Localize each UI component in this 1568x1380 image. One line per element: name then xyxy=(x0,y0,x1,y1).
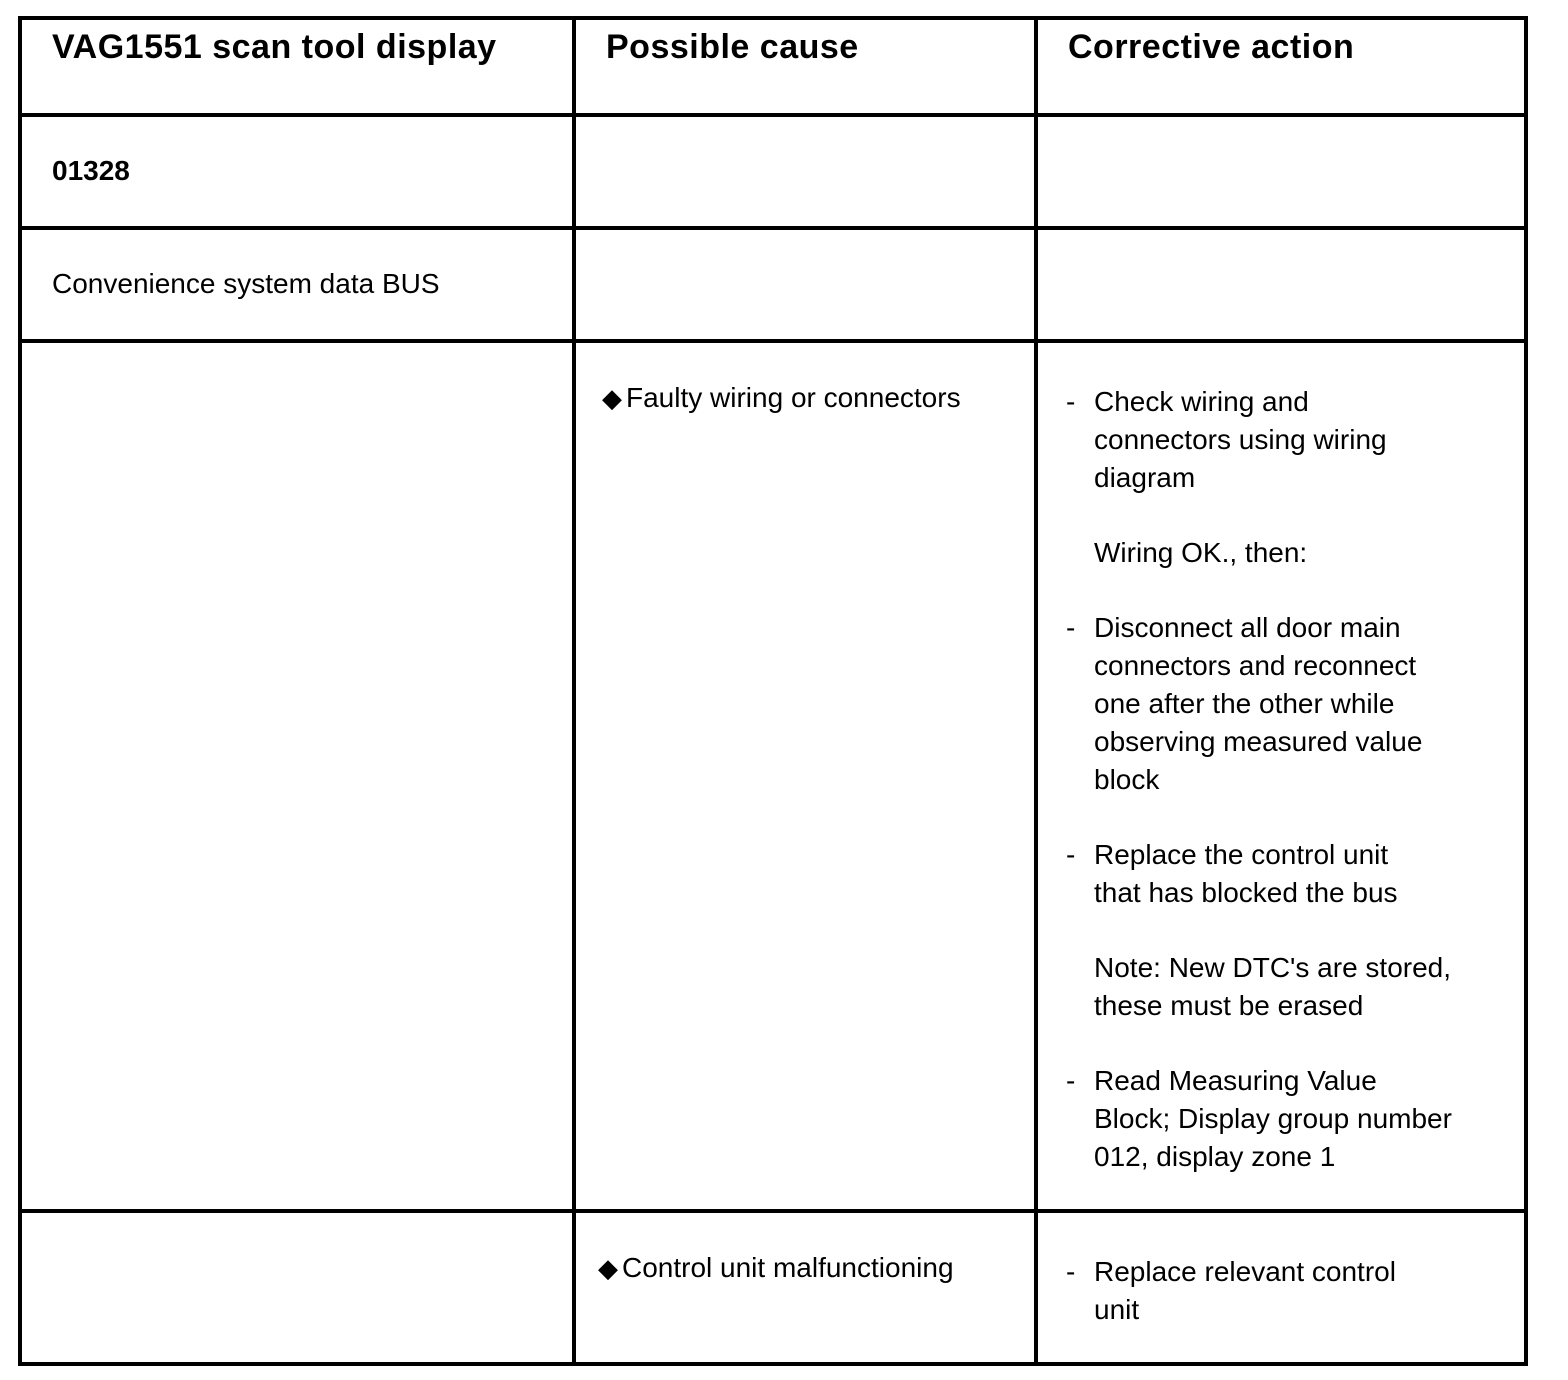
empty-cell xyxy=(22,1213,576,1362)
action-text: Replace relevant control unit xyxy=(1094,1256,1396,1325)
action-step xyxy=(1066,1253,1516,1329)
action-step xyxy=(1066,836,1516,912)
column-header-cause: Possible cause xyxy=(606,28,859,66)
column-header-action: Corrective action xyxy=(1068,28,1355,66)
action-text: Read Measuring Value Block; Display group number 012, display zone 1 xyxy=(1094,1065,1452,1172)
action-condition: Wiring OK., then: xyxy=(1094,537,1308,568)
empty-cell xyxy=(1038,230,1526,343)
column-header-display: VAG1551 scan tool display xyxy=(52,28,497,66)
cause-cell-2 xyxy=(576,1213,1038,1362)
empty-cell xyxy=(576,230,1038,343)
cause-item xyxy=(602,381,961,415)
description-cell xyxy=(22,230,576,343)
cause-text: Faulty wiring or connectors xyxy=(626,382,961,413)
code-cell xyxy=(22,117,576,230)
action-text: Check wiring and connectors using wiring diagram xyxy=(1094,386,1387,493)
action-list xyxy=(1066,383,1516,1213)
header-cell-display xyxy=(22,20,576,117)
fault-code: 01328 xyxy=(52,155,130,186)
action-text: Replace the control unit that has blocked the bus xyxy=(1094,839,1398,908)
dash-bullet: - xyxy=(1066,612,1076,643)
empty-cell xyxy=(1038,117,1526,230)
diamond-bullet-icon: ◆ xyxy=(602,383,622,413)
dash-bullet: - xyxy=(1066,1256,1076,1287)
fault-description: Convenience system data BUS xyxy=(52,268,440,299)
dash-bullet: - xyxy=(1066,386,1076,417)
action-step xyxy=(1066,1062,1516,1176)
dash-bullet: - xyxy=(1066,1065,1076,1096)
diamond-bullet-icon: ◆ xyxy=(598,1253,618,1283)
cause-text: Control unit malfunctioning xyxy=(622,1252,954,1283)
header-cell-action xyxy=(1038,20,1526,117)
action-step xyxy=(1066,609,1516,799)
action-cell-2 xyxy=(1038,1213,1526,1362)
header-cell-cause xyxy=(576,20,1038,117)
empty-cell xyxy=(576,117,1038,230)
action-text: Disconnect all door main connectors and reconnect one after the other while observing measured value block xyxy=(1094,612,1423,795)
action-list xyxy=(1066,1253,1516,1366)
empty-cell xyxy=(22,343,576,1213)
action-step xyxy=(1066,383,1516,497)
action-cell-1 xyxy=(1038,343,1526,1213)
cause-cell-1 xyxy=(576,343,1038,1213)
cause-item xyxy=(598,1251,954,1285)
dash-bullet: - xyxy=(1066,839,1076,870)
action-note: Note: New DTC's are stored, these must be erased xyxy=(1094,952,1452,1021)
diagnostic-table xyxy=(18,16,1528,1366)
